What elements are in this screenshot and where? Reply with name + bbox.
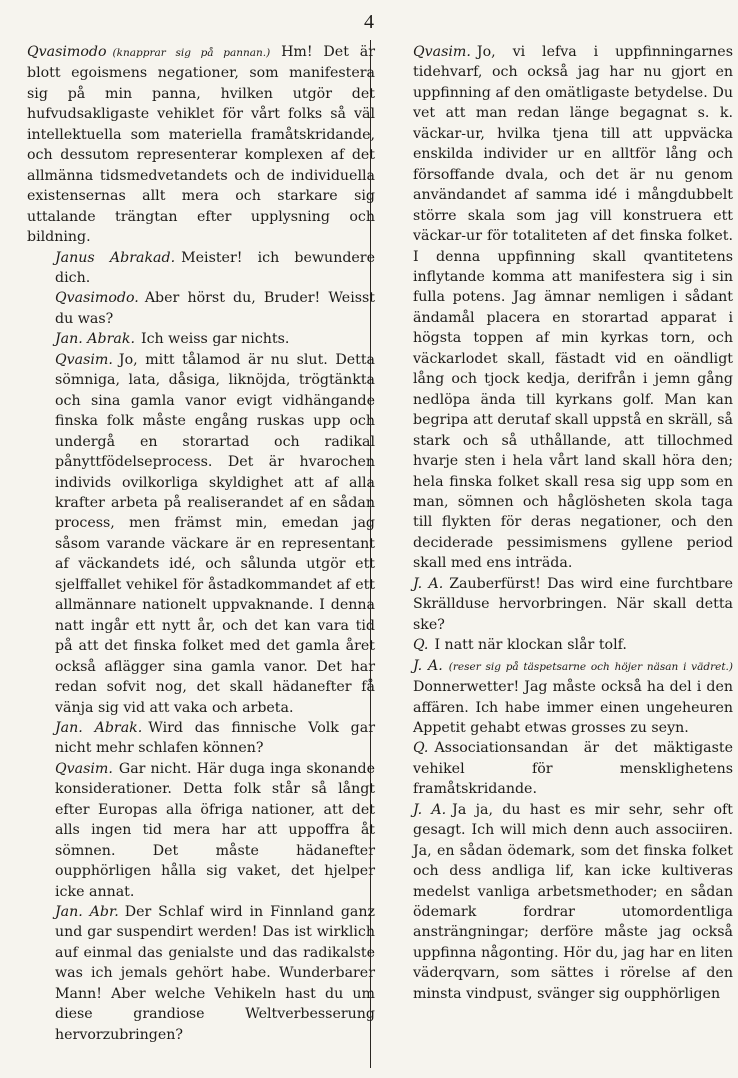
- dialogue-text: Aber hörst du, Bruder! Weisst du was?: [55, 290, 375, 327]
- speaker-name: Q.: [413, 637, 429, 654]
- dialogue-text: Associationsandan är det mäktigaste vehikel för mensklighetens framåtskridande.: [413, 740, 733, 798]
- speaker-name: Qvasimodo.: [55, 290, 139, 307]
- speaker-name: J. A.: [413, 575, 444, 592]
- dialogue-line: [27, 902, 375, 1045]
- dialogue-line: [27, 718, 375, 759]
- speaker-name: Q.: [413, 740, 429, 757]
- dialogue-text: Ich weiss gar nichts.: [140, 331, 290, 348]
- speaker-name: Qvasim.: [413, 44, 471, 60]
- dialogue-text: Donnerwetter! Jag måste också ha del i den affären. Ich habe immer einen ungeheuren Appetit gehabt etwas grosses zu seyn.: [413, 679, 733, 736]
- dialogue-text: Jo, mitt tålamod är nu slut. Detta sömniga, lata, dåsiga, liknöjda, trögtänkta och sina gamla vanor evigt vidhängande finska folk måste engång ruskas upp och undergå en storartad och radikal pånyttfödelseprocess. Det är hvarochen individs ovilkorliga skyldighet att af alla krafter arbeta på realiserandet af en sådan process, men främst min, emedan jag såsom varande väckare är en representant af väckandets idé, och sålunda utgör ett sjelffallet vehikel för åstadkommandet af ett allmännare nationelt uppvaknande. I denna natt ingår ett nytt år, och det kan vara tid på att det finska folket med det gamla året också aflägger sina gamla vanor. Det har redan sofvit nog, det skall hädanefter få vänja sig vid att vaka och arbeta.: [55, 351, 375, 716]
- stage-direction: (knapprar sig på pannan.): [112, 47, 271, 59]
- dialogue-text: Jo, vi lefva i uppfinningarnes tidehvarf, och också jag har nu gjort en uppfinning af den omätligaste betydelse. Du vet att man redan länge begagnat s. k. väckar-ur, hvilka tjena till att uppväcka enskilda individer ur en alltför lång och försoffande dvala, och det är nu genom användandet af samma idé i mångdubbelt större skala som jag vill konstruera ett väckar-ur för totaliteten af det finska folket. I denna uppfinning skall qvantitetens inflytande komma att manifestera sig i sin fulla potens. Jag ämnar nemligen i sådant ändamål placera en storartad apparat i högsta toppen af min kyrkas torn, och väckarlodet skall, fästadt vid en oändligt lång och tjock kedja, derifrån i jemn gång nedlöpa ända till kyrkans golf. Man kan begripa att derutaf skall uppstå en skräll, så stark och så uthållande, att tillochmed hvarje sten i hela vårt land skall höra den; hela finska folket skall resa sig upp som en man, sömnen och håglösheten skola taga till flykten för deras negationer, och den deciderade pessimismens gyllene period skall med ens inträda.: [413, 44, 733, 572]
- left-column: [27, 42, 375, 1045]
- speaker-name: Jan. Abrak.: [55, 331, 135, 348]
- dialogue-text: Zauberfürst! Das wird eine furchtbare Skrällduse hervorbringen. När skall detta ske?: [413, 575, 733, 633]
- dialogue-line: [27, 42, 375, 248]
- dialogue-text: Gar nicht. Här duga inga skonande konsiderationer. Detta folk står så långt efter Europas alla öfriga nationer, att det alls ingen tid mera har att uppoffra åt sömnen. Det måste hädanefter oupphörligen hålla sig vaket, det hjelper icke annat.: [55, 760, 375, 900]
- dialogue-text: Ja ja, du hast es mir sehr, sehr oft gesagt. Ich will mich denn auch associiren. Ja, en sådan ödemark, som det finska folket och dess andliga lif, kan icke kultiveras medelst vanliga arbetsmethoder; en sådan ödemark fordrar utomordentliga ansträngningar; derföre måste jag också uppfinna någonting. Hör du, jag har en liten väderqvarn, som sättes i rörelse af den minsta vindpust, svänger sig oupphörligen: [413, 801, 733, 1002]
- dialogue-line: [385, 635, 733, 655]
- dialogue-line: [385, 42, 733, 574]
- dialogue-line: [385, 738, 733, 799]
- dialogue-text: Wird das finnische Volk gar nicht mehr schlafen können?: [55, 719, 375, 757]
- page-number: 4: [364, 11, 374, 33]
- dialogue-line: [27, 350, 375, 718]
- dialogue-line: [27, 248, 375, 289]
- right-column: [385, 42, 733, 1004]
- dialogue-line: [385, 656, 733, 739]
- speaker-name: J. A.: [413, 657, 443, 674]
- stage-direction: (reser sig på täspetsarne och höjer näsan i vädret.): [448, 660, 733, 673]
- dialogue-text: I natt när klockan slår tolf.: [434, 637, 627, 654]
- dialogue-text: Der Schlaf wird in Finnland ganz und gar suspendirt werden! Das ist wirklich auf einmal das genialste und das radikalste was ich jemals gehört habe. Wunderbarer Mann! Aber welche Vehikeln hast du um diese grandiose Weltverbesserung hervorzubringen?: [55, 904, 375, 1043]
- dialogue-text: Hm! Det är blott egoismens negationer, som manifestera sig på min panna, hvilken utgör det hufvudsakligaste vehiklet för vårt folks så väl intellektuella som materiella framåtskridande, och dessutom representerar komplexen af det allmänna tidsmedvetandets och de individuella existensernas allt mera och starkare sig uttalande trängtan efter upplysning och bildning.: [27, 44, 375, 246]
- dialogue-line: [385, 574, 733, 635]
- dialogue-line: [27, 288, 375, 329]
- dialogue-line: [27, 329, 375, 349]
- speaker-name: Janus Abrakad.: [55, 249, 176, 266]
- dialogue-line: [27, 759, 375, 902]
- speaker-name: J. A.: [413, 801, 447, 818]
- dialogue-line: [385, 800, 733, 1005]
- speaker-name: Qvasim.: [55, 760, 113, 777]
- speaker-name: Qvasim.: [55, 351, 113, 368]
- speaker-name: Jan. Abrak.: [55, 719, 143, 736]
- speaker-name: Qvasimodo: [27, 44, 107, 60]
- dialogue-text: Meister! ich bewundere dich.: [55, 249, 375, 286]
- speaker-name: Jan. Abr.: [55, 904, 119, 921]
